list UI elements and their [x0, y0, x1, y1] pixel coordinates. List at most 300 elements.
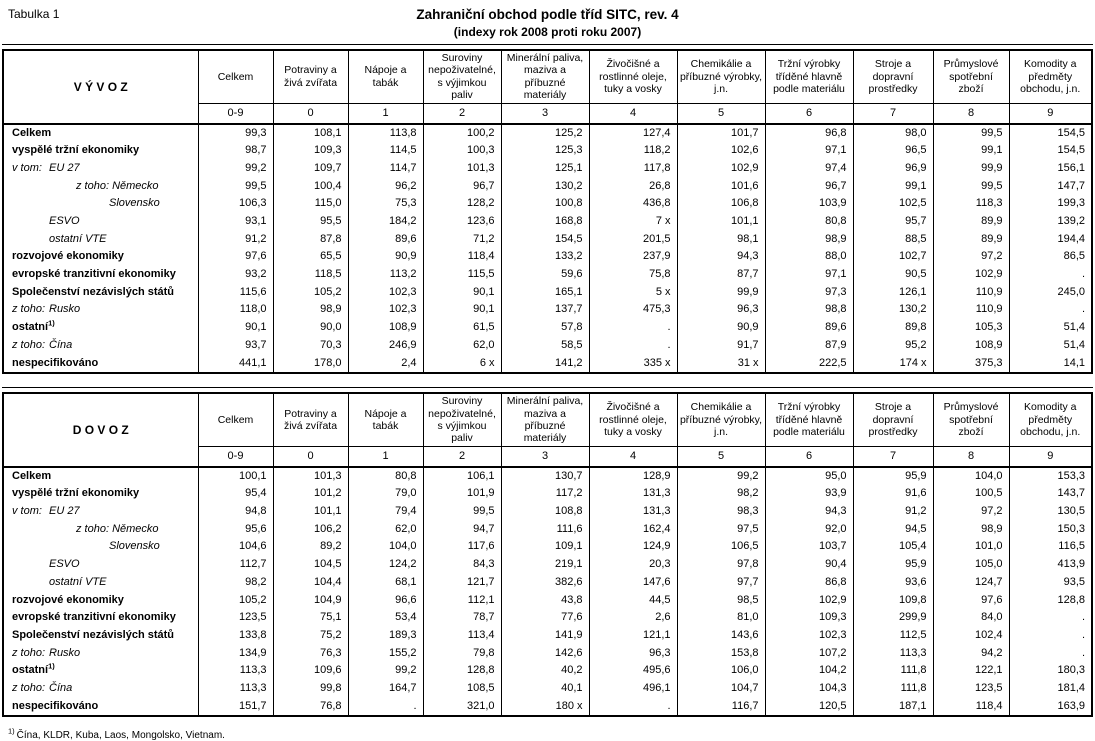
data-cell: . [1009, 301, 1092, 319]
data-cell: 31 x [677, 354, 765, 373]
data-cell: 94,2 [933, 645, 1009, 663]
data-cell: . [1009, 609, 1092, 627]
data-cell: 156,1 [1009, 160, 1092, 178]
data-cell: 104,2 [765, 662, 853, 680]
data-cell: 89,9 [933, 231, 1009, 249]
data-cell: 130,2 [853, 301, 933, 319]
table-row [3, 142, 1092, 160]
data-cell: 137,7 [501, 301, 589, 319]
data-cell: 164,7 [348, 680, 423, 698]
column-header: Živočišné a rostlinné oleje, tuky a vosky [589, 393, 677, 446]
data-cell: 112,1 [423, 591, 501, 609]
data-cell: 102,3 [765, 627, 853, 645]
column-header: Chemikálie a příbuzné výrobky, j.n. [677, 50, 765, 103]
column-code: 6 [765, 446, 853, 467]
column-header: Průmyslové spotřební zboží [933, 393, 1009, 446]
data-cell: 62,0 [348, 521, 423, 539]
row-label-text: Celkem [12, 469, 52, 482]
page-title: Zahraniční obchod podle tříd SITC, rev. 4 [416, 7, 679, 22]
table-row [3, 337, 1092, 355]
row-label-text: Společenství nezávislých států [12, 285, 175, 298]
data-cell: 96,8 [765, 124, 853, 143]
data-cell: 90,0 [273, 319, 348, 337]
data-cell: 102,9 [677, 160, 765, 178]
data-cell: 154,5 [1009, 142, 1092, 160]
data-cell: 109,3 [273, 142, 348, 160]
data-cell: 237,9 [589, 248, 677, 266]
data-cell: 100,1 [198, 467, 273, 486]
data-cell: 70,3 [273, 337, 348, 355]
row-label-text: evropské tranzitivní ekonomiky [12, 611, 176, 624]
column-header: Chemikálie a příbuzné výrobky, j.n. [677, 393, 765, 446]
data-cell: 101,1 [273, 503, 348, 521]
data-cell: 88,5 [853, 231, 933, 249]
data-cell: 110,9 [933, 301, 1009, 319]
data-cell: 110,9 [933, 284, 1009, 302]
row-label [3, 627, 198, 645]
data-cell: 114,5 [348, 142, 423, 160]
data-cell: 151,7 [198, 698, 273, 717]
data-cell: 92,0 [765, 521, 853, 539]
export-table [2, 49, 1093, 374]
data-cell: 180,3 [1009, 662, 1092, 680]
data-cell: 101,2 [273, 485, 348, 503]
data-cell: 59,6 [501, 266, 589, 284]
row-label [3, 521, 198, 539]
data-cell: 115,0 [273, 195, 348, 213]
column-code: 1 [348, 446, 423, 467]
data-cell: 187,1 [853, 698, 933, 717]
data-cell: 14,1 [1009, 354, 1092, 373]
data-cell: 98,1 [677, 231, 765, 249]
data-cell: 130,7 [501, 467, 589, 486]
data-cell: 86,5 [1009, 248, 1092, 266]
data-cell: 131,3 [589, 485, 677, 503]
data-cell: . [589, 698, 677, 717]
data-cell: 113,3 [198, 680, 273, 698]
data-cell: 81,0 [677, 609, 765, 627]
table-row [3, 160, 1092, 178]
data-cell: 57,8 [501, 319, 589, 337]
data-cell: 115,5 [423, 266, 501, 284]
data-cell: 153,8 [677, 645, 765, 663]
data-cell: 97,4 [765, 160, 853, 178]
data-cell: 88,0 [765, 248, 853, 266]
data-cell: 96,3 [589, 645, 677, 663]
data-cell: 126,1 [853, 284, 933, 302]
row-label [3, 195, 198, 213]
column-header: Nápoje a tabák [348, 393, 423, 446]
column-code: 4 [589, 446, 677, 467]
footnote-ref: 1) [48, 662, 55, 671]
data-cell: 97,2 [933, 248, 1009, 266]
data-cell: 93,7 [198, 337, 273, 355]
row-label-text: nespecifikováno [12, 356, 99, 369]
data-cell: 90,1 [423, 284, 501, 302]
data-cell: 97,8 [677, 556, 765, 574]
data-cell: 51,4 [1009, 319, 1092, 337]
column-header: Živočišné a rostlinné oleje, tuky a vosky [589, 50, 677, 103]
data-cell: 105,2 [273, 284, 348, 302]
column-header: Celkem [198, 393, 273, 446]
row-label-prefix: z toho: [12, 681, 46, 694]
column-header: Stroje a dopravní prostředky [853, 393, 933, 446]
footnote [8, 726, 1095, 741]
data-cell: 96,2 [348, 178, 423, 196]
data-cell: 104,4 [273, 574, 348, 592]
row-label-text: vyspělé tržní ekonomiky [12, 487, 140, 500]
row-label [3, 213, 198, 231]
row-label-text: ostatní [12, 321, 49, 334]
column-header: Tržní výrobky tříděné hlavně podle materiálu [765, 50, 853, 103]
data-cell: 68,1 [348, 574, 423, 592]
row-label [3, 680, 198, 698]
data-cell: . [1009, 627, 1092, 645]
data-cell: 43,8 [501, 591, 589, 609]
row-label-text: ostatní VTE [49, 232, 107, 245]
data-cell: 121,7 [423, 574, 501, 592]
data-cell: 95,7 [853, 213, 933, 231]
row-label-text: Čína [49, 681, 73, 694]
table-row [3, 266, 1092, 284]
row-label-prefix: v tom: [12, 505, 42, 518]
data-cell: 321,0 [423, 698, 501, 717]
table-row [3, 627, 1092, 645]
data-cell: 75,1 [273, 609, 348, 627]
row-label-text: evropské tranzitivní ekonomiky [12, 268, 176, 281]
row-label-text: Čína [49, 338, 73, 351]
data-cell: 79,0 [348, 485, 423, 503]
data-cell: 102,9 [765, 591, 853, 609]
data-cell: 106,0 [677, 662, 765, 680]
data-cell: 106,5 [677, 538, 765, 556]
row-label-text: Rusko [49, 646, 81, 659]
data-cell: 75,3 [348, 195, 423, 213]
data-cell: 139,2 [1009, 213, 1092, 231]
import-table-section [2, 387, 1093, 717]
data-cell: 94,8 [198, 503, 273, 521]
column-code: 0 [273, 446, 348, 467]
data-cell: 153,3 [1009, 467, 1092, 486]
column-code: 0 [273, 103, 348, 124]
data-cell: 101,3 [423, 160, 501, 178]
data-cell: 99,9 [933, 160, 1009, 178]
data-cell: 99,5 [933, 178, 1009, 196]
data-cell: 143,6 [677, 627, 765, 645]
data-cell: 413,9 [1009, 556, 1092, 574]
data-cell: 106,1 [423, 467, 501, 486]
data-cell: 6 x [423, 354, 501, 373]
data-cell: 125,1 [501, 160, 589, 178]
data-cell: 147,6 [589, 574, 677, 592]
data-cell: 130,5 [1009, 503, 1092, 521]
column-code: 0-9 [198, 446, 273, 467]
data-cell: 58,5 [501, 337, 589, 355]
data-cell: 90,9 [348, 248, 423, 266]
table-row [3, 301, 1092, 319]
data-cell: 94,3 [765, 503, 853, 521]
table-number-label: Tabulka 1 [8, 7, 60, 21]
data-cell: 87,7 [677, 266, 765, 284]
data-cell: . [1009, 266, 1092, 284]
row-label-text: ostatní [12, 664, 49, 677]
data-cell: 108,5 [423, 680, 501, 698]
data-cell: 93,5 [1009, 574, 1092, 592]
column-code: 2 [423, 103, 501, 124]
data-cell: 95,5 [273, 213, 348, 231]
data-cell: 496,1 [589, 680, 677, 698]
data-cell: 162,4 [589, 521, 677, 539]
row-label [3, 337, 198, 355]
data-cell: 95,6 [198, 521, 273, 539]
data-cell: 94,3 [677, 248, 765, 266]
data-cell: 40,1 [501, 680, 589, 698]
data-cell: 100,3 [423, 142, 501, 160]
data-cell: 99,5 [933, 124, 1009, 143]
table-row [3, 503, 1092, 521]
data-cell: . [589, 319, 677, 337]
data-cell: 5 x [589, 284, 677, 302]
data-cell: 104,0 [933, 467, 1009, 486]
data-cell: 117,2 [501, 485, 589, 503]
table-row [3, 354, 1092, 373]
data-cell: 97,3 [765, 284, 853, 302]
data-cell: 97,2 [933, 503, 1009, 521]
row-label-text: rozvojové ekonomiky [12, 593, 124, 606]
data-cell: 96,7 [423, 178, 501, 196]
column-header: Suroviny nepoživatelné, s výjimkou paliv [423, 393, 501, 446]
data-cell: 79,8 [423, 645, 501, 663]
table-title-cell: V Ý V O Z [3, 50, 198, 124]
data-cell: 123,5 [198, 609, 273, 627]
row-label-text: nespecifikováno [12, 699, 99, 712]
data-cell: 133,2 [501, 248, 589, 266]
data-cell: 102,5 [853, 195, 933, 213]
data-cell: 96,9 [853, 160, 933, 178]
footnote-text: Čína, KLDR, Kuba, Laos, Mongolsko, Vietnam. [16, 730, 225, 741]
row-label [3, 301, 198, 319]
data-cell: 128,2 [423, 195, 501, 213]
table-row [3, 248, 1092, 266]
data-cell: 87,8 [273, 231, 348, 249]
data-cell: 222,5 [765, 354, 853, 373]
data-cell: 99,2 [677, 467, 765, 486]
data-cell: 93,6 [853, 574, 933, 592]
data-cell: 246,9 [348, 337, 423, 355]
data-cell: 111,8 [853, 680, 933, 698]
row-label [3, 248, 198, 266]
data-cell: 40,2 [501, 662, 589, 680]
data-cell: 131,3 [589, 503, 677, 521]
row-label [3, 645, 198, 663]
data-cell: 105,4 [853, 538, 933, 556]
data-cell: 178,0 [273, 354, 348, 373]
row-label-prefix: z toho: [12, 303, 46, 316]
data-cell: 99,2 [348, 662, 423, 680]
table-row [3, 231, 1092, 249]
column-header: Minerální paliva, maziva a příbuzné materiály [501, 50, 589, 103]
data-cell: 103,7 [765, 538, 853, 556]
data-cell: 118,4 [423, 248, 501, 266]
data-cell: 219,1 [501, 556, 589, 574]
data-cell: 96,5 [853, 142, 933, 160]
data-cell: 114,7 [348, 160, 423, 178]
data-cell: 95,9 [853, 467, 933, 486]
data-cell: 495,6 [589, 662, 677, 680]
data-cell: 95,9 [853, 556, 933, 574]
data-cell: 2,4 [348, 354, 423, 373]
data-cell: 113,3 [198, 662, 273, 680]
row-label [3, 231, 198, 249]
data-cell: 109,1 [501, 538, 589, 556]
data-cell: 113,2 [348, 266, 423, 284]
data-cell: 118,0 [198, 301, 273, 319]
row-label [3, 467, 198, 486]
data-cell: 98,9 [933, 521, 1009, 539]
data-cell: 94,7 [423, 521, 501, 539]
data-cell: . [589, 337, 677, 355]
row-label [3, 556, 198, 574]
data-cell: 375,3 [933, 354, 1009, 373]
data-cell: 113,4 [423, 627, 501, 645]
data-cell: 107,2 [765, 645, 853, 663]
table-row [3, 680, 1092, 698]
column-header: Průmyslové spotřební zboží [933, 50, 1009, 103]
data-cell: 130,2 [501, 178, 589, 196]
data-cell: 97,6 [933, 591, 1009, 609]
table-row [3, 124, 1092, 143]
column-header: Komodity a předměty obchodu, j.n. [1009, 50, 1092, 103]
data-cell: 141,2 [501, 354, 589, 373]
data-cell: 109,6 [273, 662, 348, 680]
export-table-section [2, 44, 1093, 374]
data-cell: 98,7 [198, 142, 273, 160]
row-label [3, 124, 198, 143]
data-cell: 102,3 [348, 284, 423, 302]
table-row [3, 284, 1092, 302]
data-cell: 147,7 [1009, 178, 1092, 196]
row-label [3, 160, 198, 178]
data-cell: 113,3 [853, 645, 933, 663]
data-cell: 91,7 [677, 337, 765, 355]
data-cell: 98,9 [273, 301, 348, 319]
data-cell: 99,8 [273, 680, 348, 698]
row-label [3, 503, 198, 521]
row-label-text: ESVO [49, 558, 80, 571]
row-label [3, 142, 198, 160]
table-row [3, 213, 1092, 231]
data-cell: 245,0 [1009, 284, 1092, 302]
data-cell: 90,1 [198, 319, 273, 337]
column-code: 2 [423, 446, 501, 467]
data-cell: 26,8 [589, 178, 677, 196]
data-cell: 101,7 [677, 124, 765, 143]
data-cell: 123,6 [423, 213, 501, 231]
data-cell: 111,6 [501, 521, 589, 539]
column-code: 0-9 [198, 103, 273, 124]
row-label-text: rozvojové ekonomiky [12, 250, 124, 263]
data-cell: 93,1 [198, 213, 273, 231]
data-cell: 109,8 [853, 591, 933, 609]
table-row [3, 538, 1092, 556]
data-cell: 102,9 [933, 266, 1009, 284]
data-cell: 133,8 [198, 627, 273, 645]
row-label-text: ostatní VTE [49, 575, 107, 588]
data-cell: 100,2 [423, 124, 501, 143]
data-cell: 79,4 [348, 503, 423, 521]
column-header: Potraviny a živá zvířata [273, 393, 348, 446]
column-code: 9 [1009, 103, 1092, 124]
data-cell: 181,4 [1009, 680, 1092, 698]
data-cell: 108,1 [273, 124, 348, 143]
data-cell: 76,8 [273, 698, 348, 717]
data-cell: 2,6 [589, 609, 677, 627]
data-cell: 121,1 [589, 627, 677, 645]
column-code: 5 [677, 446, 765, 467]
row-label-text: EU 27 [49, 161, 80, 174]
data-cell: 80,8 [348, 467, 423, 486]
data-cell: 87,9 [765, 337, 853, 355]
data-cell: 95,2 [853, 337, 933, 355]
data-cell: 98,0 [853, 124, 933, 143]
data-cell: 155,2 [348, 645, 423, 663]
data-cell: 128,8 [423, 662, 501, 680]
row-label-text: z toho: Německo [76, 522, 159, 535]
page-subtitle: (indexy rok 2008 proti roku 2007) [453, 25, 642, 39]
data-cell: 104,5 [273, 556, 348, 574]
table-row [3, 698, 1092, 717]
data-cell: 118,5 [273, 266, 348, 284]
table-row [3, 556, 1092, 574]
data-cell: 100,4 [273, 178, 348, 196]
data-cell: 154,5 [501, 231, 589, 249]
row-label-text: Celkem [12, 126, 52, 139]
data-cell: 78,7 [423, 609, 501, 627]
data-cell: 117,8 [589, 160, 677, 178]
data-cell: 150,3 [1009, 521, 1092, 539]
table-row [3, 195, 1092, 213]
data-cell: 97,7 [677, 574, 765, 592]
data-cell: 89,9 [933, 213, 1009, 231]
data-cell: 168,8 [501, 213, 589, 231]
data-cell: 124,9 [589, 538, 677, 556]
data-cell: 104,3 [765, 680, 853, 698]
data-cell: 441,1 [198, 354, 273, 373]
data-cell: 65,5 [273, 248, 348, 266]
data-cell: 90,1 [423, 301, 501, 319]
column-code: 7 [853, 103, 933, 124]
data-cell: 95,4 [198, 485, 273, 503]
column-code: 5 [677, 103, 765, 124]
data-cell: 154,5 [1009, 124, 1092, 143]
row-label [3, 574, 198, 592]
data-cell: 101,3 [273, 467, 348, 486]
data-cell: 75,2 [273, 627, 348, 645]
data-cell: 194,4 [1009, 231, 1092, 249]
table-row [3, 178, 1092, 196]
data-cell: 113,8 [348, 124, 423, 143]
data-cell: . [348, 698, 423, 717]
data-cell: 105,3 [933, 319, 1009, 337]
column-header: Celkem [198, 50, 273, 103]
data-cell: 93,9 [765, 485, 853, 503]
data-cell: 93,2 [198, 266, 273, 284]
data-cell: 98,2 [198, 574, 273, 592]
data-cell: 91,2 [853, 503, 933, 521]
data-cell: 103,9 [765, 195, 853, 213]
data-cell: 105,2 [198, 591, 273, 609]
data-cell: 106,8 [677, 195, 765, 213]
